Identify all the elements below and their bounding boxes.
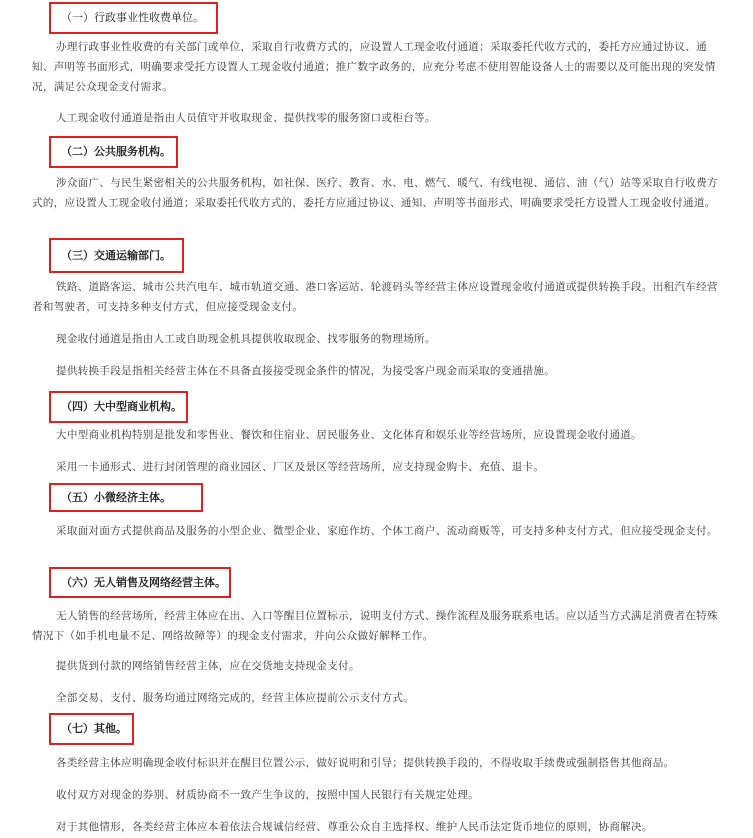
section-7-paragraph-3: 对于其他情形，各类经营主体应本着依法合规诚信经营、尊重公众自主选择权、维护人民币法定货币地位的原则，协商解决。 [56, 821, 653, 833]
section-2-paragraph-1: 涉众面广、与民生紧密相关的公共服务机构，如社保、医疗、教育、水、电、燃气、暖气、有线电视、通信、油（气）站等采取自行收费方式的，应设置人工现金收付通道；采取委托代收方式的，委托方应通过协议、通知、声明等书面形式，明确要求受托方设置人工现金收付通道。 [32, 177, 718, 209]
section-heading-1: （一）行政事业性收费单位。 [49, 2, 218, 34]
section-heading-7: （七）其他。 [49, 713, 134, 745]
section-heading-4: （四）大中型商业机构。 [49, 391, 188, 423]
section-3-paragraph-1: 铁路、道路客运、城市公共汽电车、城市轨道交通、港口客运站、轮渡码头等经营主体应设置现金收付通道或提供转换手段。出租汽车经营者和驾驶者，可支持多种支付方式，但应接受现金支付。 [32, 281, 718, 313]
section-4-paragraph-2: 采用一卡通形式、进行封闭管理的商业园区、厂区及景区等经营场所，应支持现金购卡、充值、退卡。 [56, 461, 545, 473]
section-heading-6: （六）无人销售及网络经营主体。 [49, 567, 231, 598]
section-1-paragraph-2: 人工现金收付通道是指由人员值守并收取现金、提供找零的服务窗口或柜台等。 [56, 112, 436, 124]
section-6-paragraph-1: 无人销售的经营场所，经营主体应在出、入口等醒目位置标示，说明支付方式、操作流程及服务联系电话。应以适当方式满足消费者在特殊情况下（如手机电量不足、网络故障等）的现金支付需求，并向公众做好解释工作。 [32, 610, 718, 642]
section-4-paragraph-1: 大中型商业机构特别是批发和零售业、餐饮和住宿业、居民服务业、文化体育和娱乐业等经营场所，应设置现金收付通道。 [56, 429, 642, 441]
section-3-paragraph-2: 现金收付通道是指由人工或自助现金机具提供收取现金、找零服务的物理场所。 [56, 333, 436, 345]
section-3-paragraph-3: 提供转换手段是指相关经营主体在不具备直接接受现金条件的情况，为接受客户现金而采取的变通措施。 [56, 365, 556, 377]
section-heading-5: （五）小微经济主体。 [49, 483, 203, 512]
section-heading-3: （三）交通运输部门。 [49, 238, 184, 273]
section-5-paragraph-1: 采取面对面方式提供商品及服务的小型企业、微型企业、家庭作坊、个体工商户、流动商贩等，可支持多种支付方式，但应接受现金支付。 [56, 525, 718, 537]
section-6-paragraph-2: 提供货到付款的网络销售经营主体，应在交货地支持现金支付。 [56, 660, 360, 672]
section-7-paragraph-1: 各类经营主体应明确现金收付标识并在醒目位置公示，做好说明和引导；提供转换手段的，不得收取手续费或强制搭售其他商品。 [56, 757, 675, 769]
section-7-paragraph-2: 收付双方对现金的券别、材质协商不一致产生争议的，按照中国人民银行有关规定处理。 [56, 789, 480, 801]
section-1-paragraph-1: 办理行政事业性收费的有关部门或单位，采取自行收费方式的，应设置人工现金收付通道；采取委托代收方式的，委托方应通过协议、通知、声明等书面形式，明确要求受托方设置人工现金收付通道；推广数字政务的，应充分考虑不使用智能设备人士的需要以及可能出现的突发情况，满足公众现金支付需求。 [32, 41, 716, 93]
section-6-paragraph-3: 全部交易、支付、服务均通过网络完成的，经营主体应提前公示支付方式。 [56, 692, 415, 704]
section-heading-2: （二）公共服务机构。 [49, 136, 178, 168]
